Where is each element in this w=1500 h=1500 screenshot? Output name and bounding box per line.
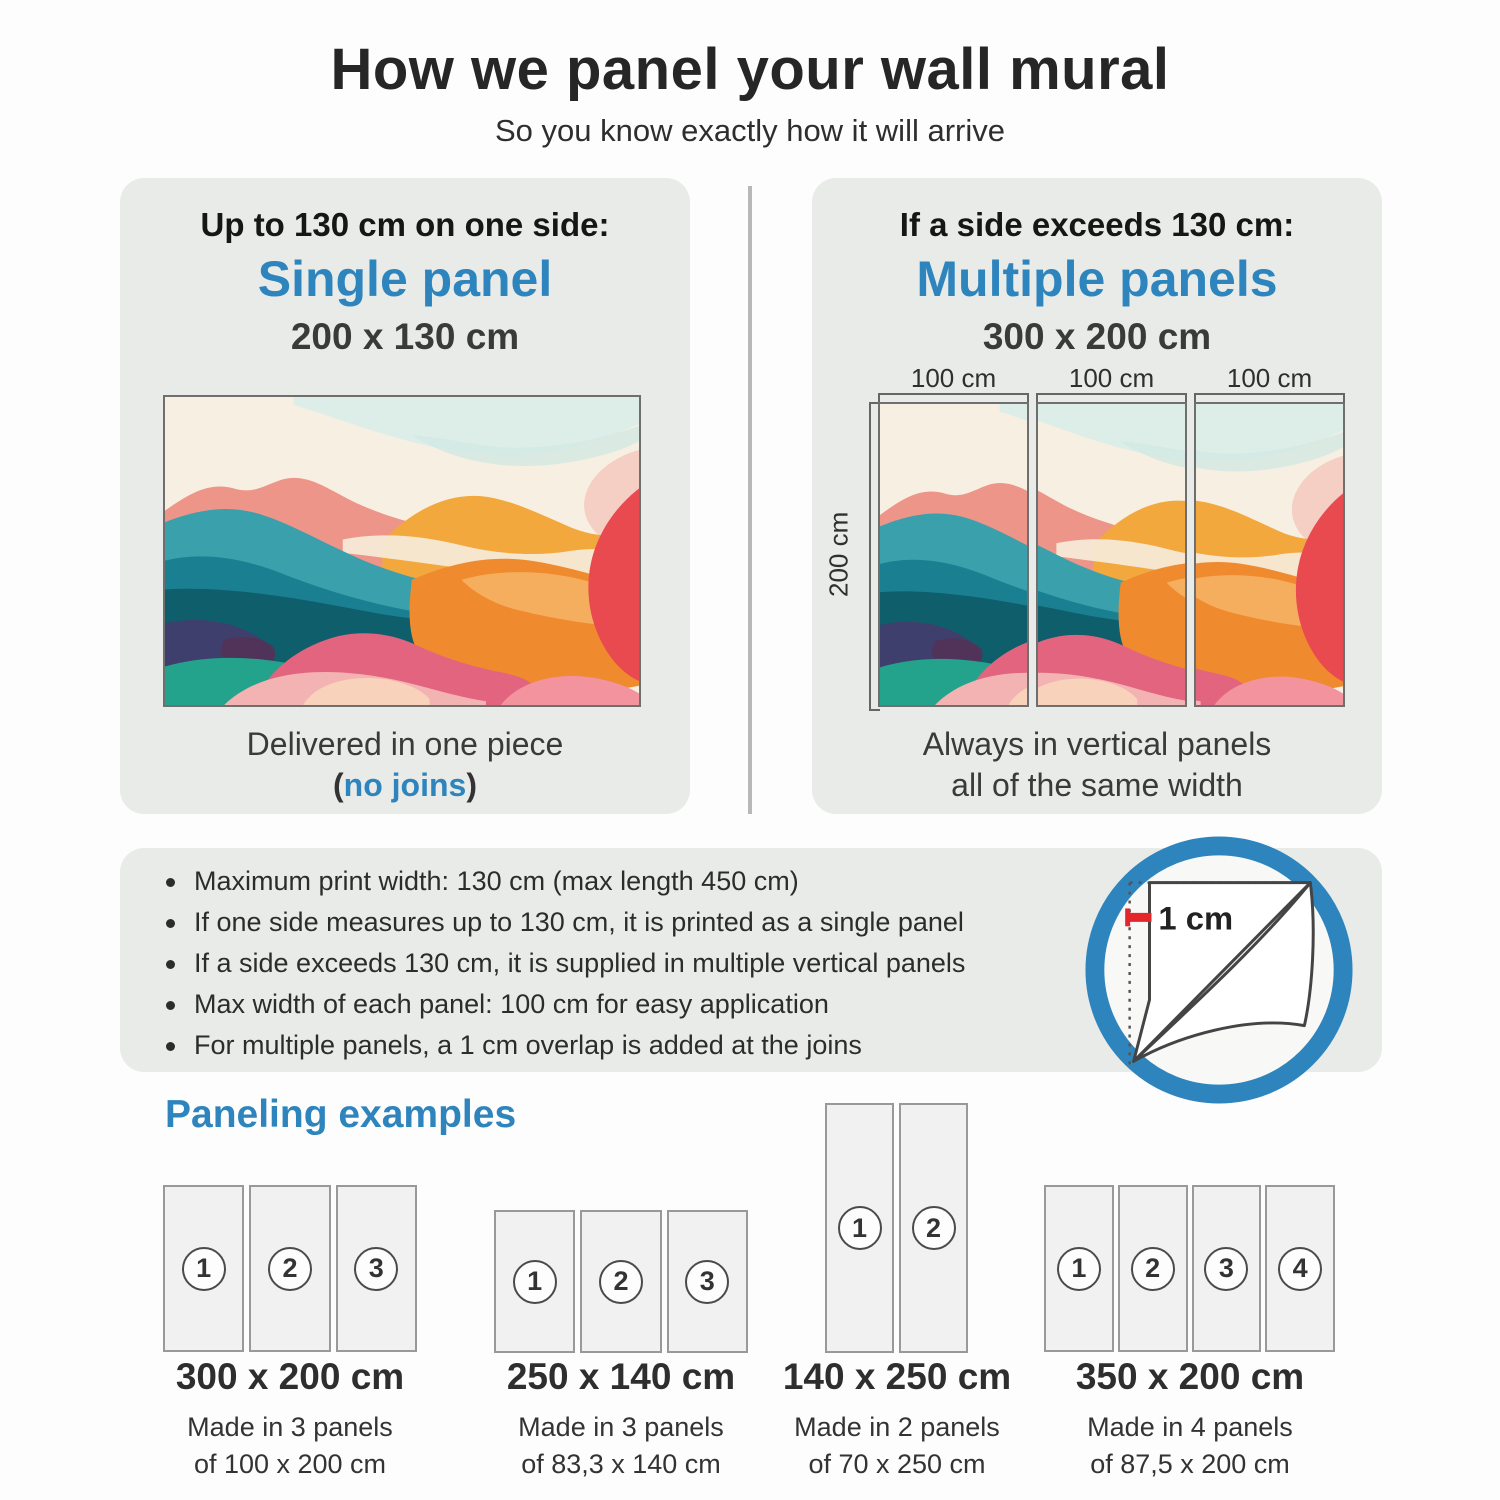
info-bullet: If one side measures up to 130 cm, it is printed as a single panel [164, 902, 1382, 943]
example-size: 300 x 200 cm [175, 1356, 405, 1397]
example-1-caption [120, 1356, 460, 1482]
panel-number-badge: 1 [1057, 1247, 1101, 1291]
example-size: 140 x 250 cm [782, 1356, 1012, 1397]
example-panel [494, 1210, 575, 1353]
single-panel-title: Single panel [257, 251, 553, 307]
example-panel [825, 1103, 894, 1353]
panel-width-dimensions [878, 364, 1345, 404]
example-panel [1192, 1185, 1262, 1352]
example-panel [336, 1185, 417, 1352]
single-panel-caption [120, 724, 690, 806]
mural-panel-3 [1194, 402, 1345, 707]
example-4-panels [1044, 1185, 1335, 1352]
panel-number-badge: 3 [354, 1247, 398, 1291]
info-bullet: Max width of each panel: 100 cm for easy application [164, 984, 1382, 1025]
page-title: How we panel your wall mural [330, 37, 1170, 102]
multiple-panels-card [812, 178, 1382, 814]
panel-width-label: 100 cm [910, 363, 997, 393]
panel-number-badge: 1 [513, 1260, 557, 1304]
example-3-caption [727, 1356, 1067, 1482]
example-panel [580, 1210, 661, 1353]
caption-line-1: Delivered in one piece [246, 726, 564, 762]
panel-number-badge: 2 [599, 1260, 643, 1304]
mural-panel-1 [878, 402, 1029, 707]
single-panel-card [120, 178, 690, 814]
panel-width-dimension [878, 364, 1029, 404]
multiple-panels-title: Multiple panels [916, 251, 1278, 307]
info-bullet: For multiple panels, a 1 cm overlap is added at the joins [164, 1025, 1382, 1066]
caption-line-2: all of the same width [951, 767, 1243, 803]
panel-width-dimension [1036, 364, 1187, 404]
example-2-panels [494, 1210, 748, 1353]
panel-width-dimension [1194, 364, 1345, 404]
multiple-panels-size: 300 x 200 cm [982, 316, 1212, 357]
info-bullet: If a side exceeds 130 cm, it is supplied in multiple vertical panels [164, 943, 1382, 984]
example-desc: of 70 x 250 cm [808, 1449, 986, 1479]
example-panel [899, 1103, 968, 1353]
mural-panel-2 [1036, 402, 1187, 707]
page-subtitle: So you know exactly how it will arrive [495, 113, 1005, 148]
caption-line-1: Always in vertical panels [922, 726, 1272, 762]
panel-number-badge: 2 [912, 1206, 956, 1250]
header [0, 36, 1500, 149]
example-4-caption [1020, 1356, 1360, 1482]
multiple-panels-caption [812, 724, 1382, 806]
single-panel-condition: Up to 130 cm on one side: [200, 206, 610, 243]
single-panel-mural-image [163, 395, 641, 707]
panel-width-label: 100 cm [1068, 363, 1155, 393]
panel-number-badge: 3 [1204, 1247, 1248, 1291]
height-dimension-label: 200 cm [823, 511, 854, 598]
example-desc: of 100 x 200 cm [193, 1449, 387, 1479]
no-joins-highlight: no joins [343, 767, 467, 803]
example-desc: Made in 3 panels [187, 1412, 393, 1442]
example-panel [1044, 1185, 1114, 1352]
panel-number-badge: 1 [182, 1247, 226, 1291]
example-desc: Made in 4 panels [1087, 1412, 1293, 1442]
example-desc: Made in 3 panels [518, 1412, 724, 1442]
multi-panel-mural-image [878, 402, 1345, 707]
panel-number-badge: 1 [838, 1206, 882, 1250]
panel-number-badge: 3 [685, 1260, 729, 1304]
overlap-detail-badge [1080, 831, 1358, 1109]
example-panel [1118, 1185, 1188, 1352]
overlap-size-label: 1 cm [1158, 899, 1234, 937]
example-size: 350 x 200 cm [1075, 1356, 1305, 1397]
example-desc: Made in 2 panels [794, 1412, 1000, 1442]
example-1-panels [163, 1185, 417, 1352]
single-panel-size: 200 x 130 cm [290, 316, 520, 357]
examples-heading: Paneling examples [165, 1093, 517, 1136]
example-desc: of 87,5 x 200 cm [1090, 1449, 1290, 1479]
caption-line-2: (no joins) [333, 767, 477, 803]
example-size: 250 x 140 cm [506, 1356, 736, 1397]
multiple-panels-condition: If a side exceeds 130 cm: [899, 206, 1295, 243]
example-panel [1265, 1185, 1335, 1352]
example-panel [667, 1210, 748, 1353]
panel-number-badge: 2 [268, 1247, 312, 1291]
example-desc: of 83,3 x 140 cm [521, 1449, 721, 1479]
example-3-panels [825, 1103, 968, 1353]
panel-number-badge: 4 [1278, 1247, 1322, 1291]
panel-number-badge: 2 [1131, 1247, 1175, 1291]
card-divider [748, 186, 752, 814]
example-panel [249, 1185, 330, 1352]
info-bullet: Maximum print width: 130 cm (max length 450 cm) [164, 861, 1382, 902]
example-panel [163, 1185, 244, 1352]
panel-width-label: 100 cm [1226, 363, 1313, 393]
